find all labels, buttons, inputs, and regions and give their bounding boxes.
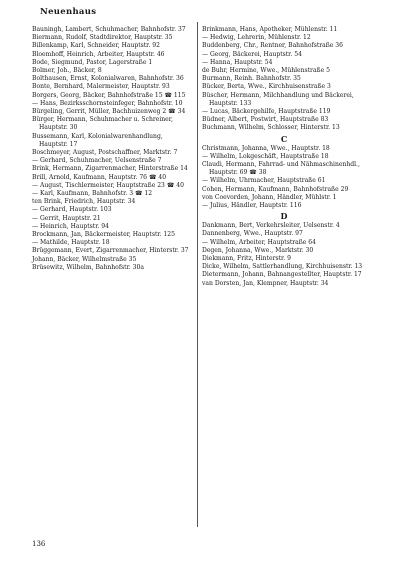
directory-entry: Claudi, Hermann, Fahrrad- und Nähmaschinenhdl., Hauptstr. 69 ☎ 38 — [202, 161, 360, 177]
directory-entry: — Gerhard, Schuhmacher, Uelsenstraße 7 — [32, 157, 162, 165]
directory-entry: — Mathilde, Hauptstr. 18 — [32, 239, 110, 247]
directory-entry: Büdner, Albert, Postwirt, Hauptstraße 83 — [202, 116, 329, 124]
directory-entry: Bücker, Berta, Wwe., Kirchhuisenstraße 3 — [202, 83, 331, 91]
directory-entry: Diekmann, Fritz, Hinterstr. 9 — [202, 255, 291, 263]
directory-entry: Christmann, Johanna, Wwe., Hauptstr. 18 — [202, 144, 330, 152]
directory-entry: Buchmann, Wilhelm, Schlosser, Hinterstr. 13 — [202, 124, 340, 132]
directory-entry: — Wilhelm, Uhrmacher, Hauptstraße 61 — [202, 177, 326, 185]
directory-entry: Büscher, Hermann, Milchhandlung und Bäckerei, Hauptstr. 133 — [202, 91, 354, 107]
left-column — [32, 26, 192, 272]
directory-entry: Buddenberg, Chr., Rentner, Bahnhofstraße 36 — [202, 42, 343, 50]
directory-entry: Dannenberg, Wwe., Hauptstr. 97 — [202, 230, 303, 238]
directory-entry: Brüggemann, Evert, Zigarrenmacher, Hinterstr. 37 — [32, 247, 189, 255]
directory-entry: Bode, Siegmund, Pastor, Lagerstraße 1 — [32, 58, 153, 66]
section-letter: D — [280, 211, 288, 222]
section-letter: C — [280, 133, 288, 144]
directory-entry: — Gerhard, Hauptstr. 103 — [32, 206, 112, 214]
directory-entry: Bonte, Bernhard, Malermeister, Hauptstr. 93 — [32, 83, 170, 91]
directory-entry: Brill, Arnold, Kaufmann, Hauptstr. 76 ☎ 40 — [32, 173, 167, 181]
directory-entry: Cohen, Hermann, Kaufmann, Bahnhofstraße 29 — [202, 185, 349, 193]
directory-entry: von Coevorden, Johann, Händler, Mühlstr. 1 — [202, 193, 337, 201]
directory-entry: Brink, Hermann, Zigarrenmacher, Hinterstraße 14 — [32, 165, 188, 173]
directory-entry: — Wilhelm, Arbeiter, Hauptstraße 64 — [202, 238, 316, 246]
page-number: 136 — [32, 540, 46, 548]
directory-entry: — Hedwig, Lehrerin, Mühlenstr. 12 — [202, 34, 311, 42]
directory-entry: de Buhr, Hermine, Wwe., Mühlenstraße 5 — [202, 67, 330, 75]
column-divider — [197, 22, 198, 527]
directory-entry: — Hanna, Hauptstr. 54 — [202, 58, 273, 66]
directory-entry: — Hans, Bezirksschornsteinfeger, Bahnhofstr. 10 — [32, 99, 183, 107]
directory-entry: Degen, Johanna, Wwe., Marktstr. 30 — [202, 246, 314, 254]
directory-entry: Bauningh, Lambert, Schuhmacher, Bahnhofstr. 37 — [32, 26, 186, 33]
directory-entry: Brüsewitz, Wilhelm, Bahnhofstr. 30a — [32, 263, 144, 271]
directory-entry: — Heinrich, Hauptstr. 94 — [32, 222, 109, 230]
directory-entry: Brinkmann, Hans, Apotheker, Mühlenstr. 11 — [202, 26, 338, 33]
directory-entry: — August, Tischlermeister, Hauptstraße 23 ☎ 40 — [32, 181, 184, 189]
directory-entry: — Julius, Händler, Hauptstr. 116 — [202, 202, 302, 210]
directory-entry: Brockmann, Jan, Bäckermeister, Hauptstr. 125 — [32, 231, 175, 239]
directory-entry: Bolthausen, Ernst, Kolonialwaren, Bahnhofstr. 36 — [32, 75, 184, 83]
directory-entry: Biermann, Rudolf, Stadtdirektor, Hauptstr. 35 — [32, 34, 173, 42]
directory-entry: Burmann, Reinh. Bahnhofstr. 35 — [202, 75, 301, 83]
directory-entry: Johann, Bäcker, Wilhelmstraße 35 — [32, 255, 137, 263]
directory-entry: Dankmann, Bert, Verkehrsleiter, Uelsenstr. 4 — [202, 222, 340, 230]
directory-entry: — Lucas, Bäckergehilfe, Hauptstraße 119 — [202, 108, 331, 116]
directory-entry: Bolmer, Joh., Bäcker, 8 — [32, 67, 102, 75]
directory-entry: van Dorsten, Jan, Klempner, Hauptstr. 34 — [202, 279, 329, 287]
running-head: Neuenhaus — [40, 7, 97, 17]
directory-entry: Dicke, Wilhelm, Sattlerhandlung, Kirchhuisenstr. 13 — [202, 263, 363, 271]
directory-entry: Bussemann, Karl, Kolonialwarenhandlung, Hauptstr. 17 — [32, 132, 163, 148]
directory-entry: Billenkamp, Karl, Schneider, Hauptstr. 92 — [32, 42, 160, 50]
directory-entry: Boschmeyer, August, Postschaffner, Marktstr. 7 — [32, 149, 178, 157]
directory-entry: Dietermann, Johann, Bahnangestellter, Hauptstr. 17 — [202, 271, 362, 279]
directory-entry: Borgers, Georg, Bäcker, Bahnhofstraße 15 ☎ 115 — [32, 91, 186, 99]
right-column — [202, 26, 366, 288]
directory-entry: Bloemhoff, Heinrich, Arbeiter, Hauptstr. 46 — [32, 50, 165, 58]
directory-entry: ten Brink, Friedrich, Hauptstr. 34 — [32, 198, 136, 206]
directory-entry: — Karl, Kaufmann, Bahnhofstr. 3 ☎ 12 — [32, 190, 153, 198]
directory-entry: Bürger, Hermann, Schuhmacher u. Schreiner, Hauptstr. 30 — [32, 116, 173, 132]
directory-entry: — Wilhelm, Lokgeschäft, Hauptstraße 18 — [202, 152, 329, 160]
directory-entry: — Gerrit, Hauptstr. 21 — [32, 214, 101, 222]
directory-entry: Bürgeling, Gerrit, Müller, Bachhuizenweg 2 ☎ 34 — [32, 108, 186, 116]
directory-entry: — Georg, Bäckerei, Hauptstr. 54 — [202, 50, 302, 58]
